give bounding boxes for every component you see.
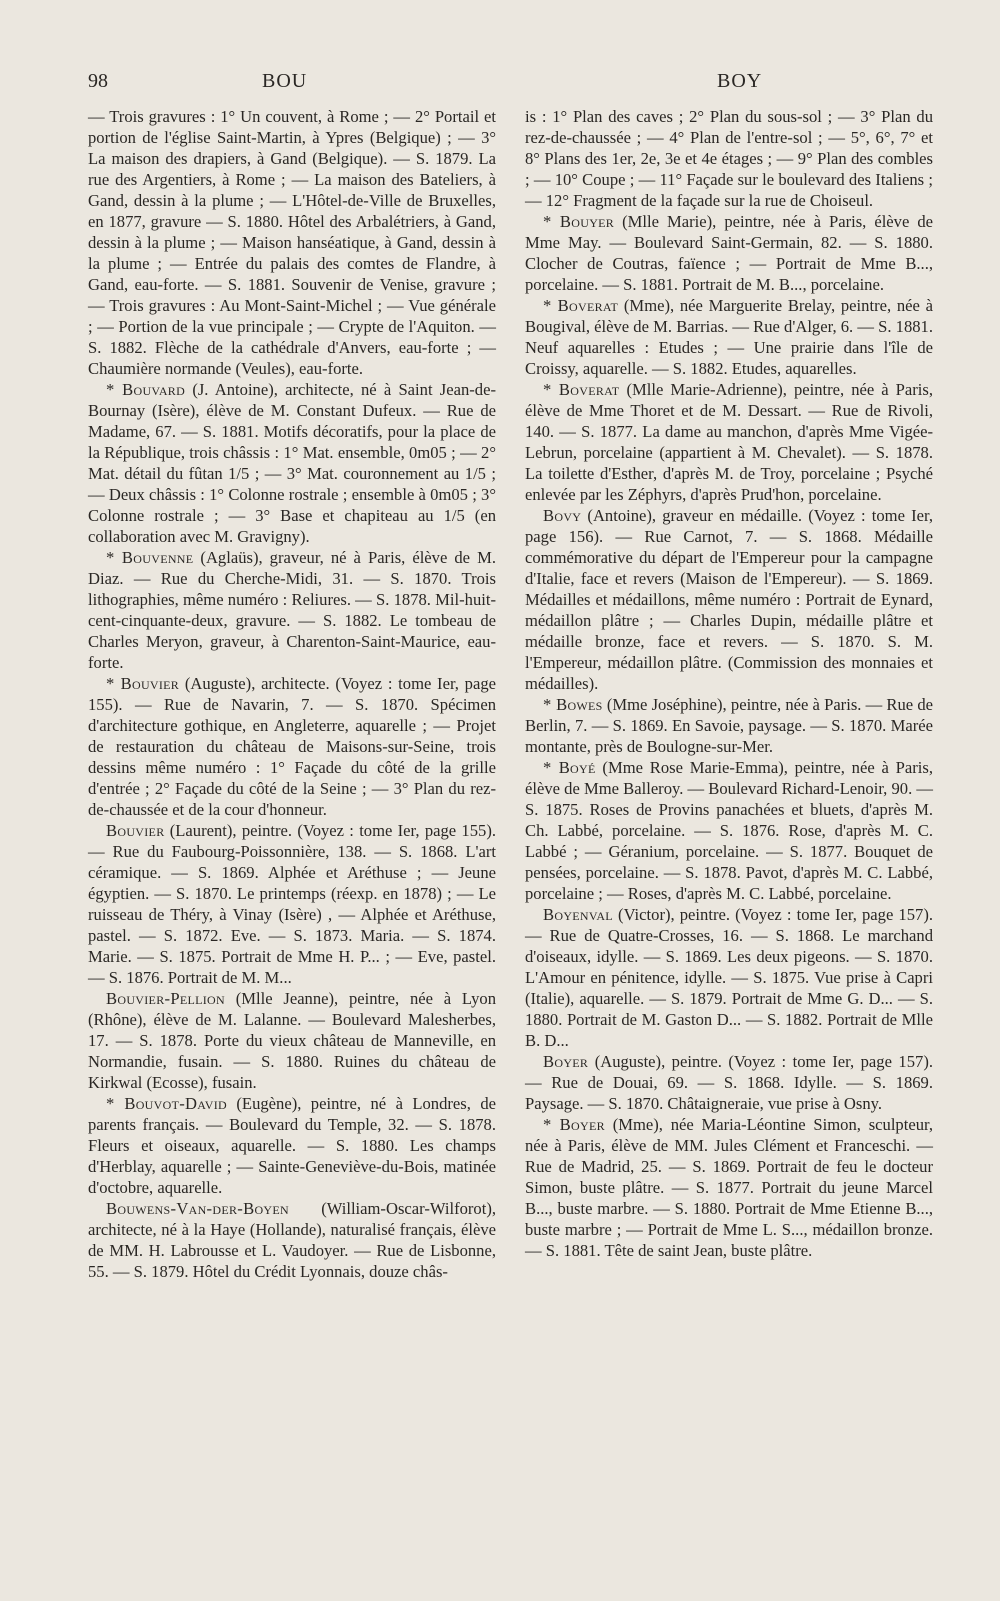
running-head-left: BOU <box>262 70 308 92</box>
dictionary-entry <box>88 988 496 1093</box>
entry-name: * Bouvier <box>106 674 180 693</box>
dictionary-entry <box>88 106 496 379</box>
page-number: 98 <box>88 70 108 92</box>
dictionary-entry <box>525 904 933 1051</box>
dictionary-entry <box>88 1093 496 1198</box>
entry-name: * Bouvenne <box>106 548 194 567</box>
entry-text: (Mme), née Marguerite Brelay, peintre, née à Bougival, élève de M. Barrias. — Rue d'Alger, 6. — S. 1881. Neuf aquarelles : Etudes ; — Une prairie dans l'île de Croissy, aquarelle. — S. 1882. Etudes, aquarelles. <box>525 296 934 378</box>
entry-text: (Aglaüs), graveur, né à Paris, élève de M. Diaz. — Rue du Cherche-Midi, 31. — S. 1870. Trois lithographies, même numéro : Reliures. — S. 1878. Mil-huit-cent-cinquante-deux, gravure. — S. 1882. Le tombeau de Charles Meryon, graveur, à Charenton-Saint-Maurice, eau-forte. <box>88 548 496 672</box>
entry-text: is : 1° Plan des caves ; 2° Plan du sous-sol ; — 3° Plan du rez-de-chaussée ; — 4° Plan de l'entre-sol ; — 5°, 6°, 7° et 8° Plans des 1er, 2e, 3e et 4e étages ; — 9° Plan des combles ; — 10° Coupe ; — 11° Façade sur le boulevard des Italiens ; — 12° Fragment de la façade sur la rue de Choiseul. <box>525 107 933 210</box>
dictionary-entry <box>88 820 496 988</box>
dictionary-entry <box>88 1198 496 1282</box>
entry-name: * Boyer <box>543 1115 605 1134</box>
entry-name: * Bouyer <box>543 212 615 231</box>
entry-name: Bouwens-Van-der-Boyen <box>106 1199 289 1218</box>
dictionary-entry <box>525 1114 933 1261</box>
entry-name: * Boyé <box>543 758 596 777</box>
entry-name: Boyenval <box>543 905 613 924</box>
entry-text: (Mlle Marie), peintre, née à Paris, élève de Mme May. — Boulevard Saint-Germain, 82. — S. 1880. Clocher de Coutras, faïence ; — Portrait de Mme B..., porcelaine. — S. 1881. Portrait de M. B..., porcelaine. <box>525 212 934 294</box>
entry-text: (Mme), née Maria-Léontine Simon, sculpteur, née à Paris, élève de MM. Jules Clément et Franceschi. — Rue de Madrid, 25. — S. 1869. Portrait de feu le docteur Simon, buste plâtre. — S. 1877. Portrait du jeune Marcel B..., buste marbre. — S. 1880. Portrait de Mme Etienne B..., buste marbre ; — Portrait de Mme L. S..., médaillon bronze. — S. 1881. Tête de saint Jean, buste plâtre. <box>525 1115 934 1260</box>
page-header <box>0 70 1000 100</box>
entry-text: (Mlle Marie-Adrienne), peintre, née à Paris, élève de Mme Thoret et de M. Dessart. — Rue de Rivoli, 140. — S. 1877. La dame au manchon, d'après Mme Vigée-Lebrun, porcelaine (appartient à M. Chevalet). — S. 1878. La toilette d'Esther, d'après M. de Troy, porcelaine ; Psyché enlevée par les Zéphyrs, d'après Prud'hon, porcelaine. <box>525 380 934 504</box>
entry-name: Bouvier-Pellion <box>106 989 225 1008</box>
running-head-right: BOY <box>717 70 763 92</box>
dictionary-entry <box>525 505 933 694</box>
entry-text: (Mme Rose Marie-Emma), peintre, née à Paris, élève de Mme Balleroy. — Boulevard Richard-Lenoir, 90. — S. 1875. Roses de Provins panachées et bluets, d'après M. Ch. Labbé, porcelaine. — S. 1876. Rose, d'après M. C. Labbé ; — Géranium, porcelaine. — S. 1877. Bouquet de pensées, porcelaine. — S. 1878. Pavot, d'après M. C. Labbé, porcelaine ; — Roses, d'après M. C. Labbé, porcelaine. <box>525 758 933 903</box>
dictionary-entry <box>525 211 933 295</box>
dictionary-entry <box>525 694 933 757</box>
entry-name: * Boverat <box>543 296 619 315</box>
entry-name: * Bowes <box>543 695 603 714</box>
entry-text: (William-Oscar-Wilforot), architecte, né à la Haye (Hollande), naturalisé français, élève de MM. H. Labrousse et L. Vaudoyer. — Rue de Lisbonne, 55. — S. 1879. Hôtel du Crédit Lyonnais, douze châs- <box>88 1199 496 1281</box>
entry-name: Boyer <box>543 1052 589 1071</box>
right-column <box>525 106 933 1261</box>
entry-text: (Auguste), peintre. (Voyez : tome Ier, page 157). — Rue de Douai, 69. — S. 1868. Idylle. — S. 1869. Paysage. — S. 1870. Châtaigneraie, vue prise à Osny. <box>525 1052 933 1113</box>
entry-text: (Mlle Jeanne), peintre, née à Lyon (Rhône), élève de M. Lalanne. — Boulevard Malesherbes, 17. — S. 1878. Porte du vieux château de Manneville, en Normandie, fusain. — S. 1880. Ruines du château de Kirkwal (Ecosse), fusain. <box>88 989 496 1092</box>
dictionary-entry <box>525 757 933 904</box>
entry-name: * Bouvot-David <box>106 1094 227 1113</box>
entry-text: (Antoine), graveur en médaille. (Voyez : tome Ier, page 156). — Rue Carnot, 7. — S. 1868. Médaille commémorative du départ de l'Empereur pour la campagne d'Italie, face et revers (Maison de l'Empereur). — S. 1869. Médailles et médaillons, même numéro : Portrait de Eynard, médaillon plâtre ; — Charles Dupin, médaille plâtre et médaille bronze, face et revers. — S. 1870. S. M. l'Empereur, médaillon plâtre. (Commission des monnaies et médailles). <box>525 506 933 693</box>
dictionary-entry <box>88 547 496 673</box>
entry-name: * Bouvard <box>106 380 186 399</box>
entry-text: (Eugène), peintre, né à Londres, de parents français. — Boulevard du Temple, 32. — S. 1878. Fleurs et oiseaux, aquarelle. — S. 1880. Les champs d'Herblay, aquarelle ; — Sainte-Geneviève-du-Bois, matinée d'octobre, aquarelle. <box>88 1094 497 1197</box>
entry-text: (Mme Joséphine), peintre, née à Paris. — Rue de Berlin, 7. — S. 1869. En Savoie, paysage. — S. 1870. Marée montante, près de Boulogne-sur-Mer. <box>525 695 933 756</box>
dictionary-entry <box>88 379 496 547</box>
entry-text: (Victor), peintre. (Voyez : tome Ier, page 157). — Rue de Quatre-Crosses, 16. — S. 1868. Le marchand d'oiseaux, idylle. — S. 1869. Les deux pigeons. — S. 1870. L'Amour en pénitence, idylle. — S. 1875. Vue prise à Capri (Italie), aquarelle. — S. 1879. Portrait de Mme G. D... — S. 1880. Portrait de M. Gaston D... — S. 1882. Portrait de Mlle B. D... <box>525 905 933 1050</box>
dictionary-entry <box>525 1051 933 1114</box>
entry-text: (J. Antoine), architecte, né à Saint Jean-de-Bournay (Isère), élève de M. Constant Dufeux. — Rue de Madame, 67. — S. 1881. Motifs décoratifs, pour la place de la République, trois châssis : 1° Mat. ensemble, 0m05 ; — 2° Mat. détail du fûtan 1/5 ; — 3° Mat. couronnement au 1/5 ; — Deux châssis : 1° Colonne rostrale ; ensemble à 0m05 ; 3° Colonne rostrale ; — 3° Base et chapiteau au 1/5 (en collaboration avec M. Gravigny). <box>88 380 496 546</box>
entry-text: (Auguste), architecte. (Voyez : tome Ier, page 155). — Rue de Navarin, 7. — S. 1870. Spécimen d'architecture gothique, en Angleterre, aquarelle ; — Projet de restauration du château de Maisons-sur-Seine, trois dessins même numéro : 1° Façade du côté de la grille d'entrée ; 2° Façade du côté de la Seine ; — 3° Plan du rez-de-chaussée et de la cour d'honneur. <box>88 674 496 819</box>
dictionary-entry <box>88 673 496 820</box>
dictionary-entry <box>525 106 933 211</box>
entry-name: Bovy <box>543 506 582 525</box>
dictionary-entry <box>525 379 933 505</box>
left-column <box>88 106 496 1282</box>
dictionary-entry <box>525 295 933 379</box>
entry-text: — Trois gravures : 1° Un couvent, à Rome ; — 2° Portail et portion de l'église Saint-Martin, à Ypres (Belgique) ; — 3° La maison des drapiers, à Gand (Belgique). — S. 1879. La rue des Argentiers, à Rome ; — La maison des Bateliers, à Gand, dessin à la plume ; — L'Hôtel-de-Ville de Bruxelles, en 1877, gravure — S. 1880. Hôtel des Arbalétriers, à Gand, dessin à la plume ; — Maison hanséatique, à Gand, dessin à la plume ; — Entrée du palais des comtes de Flandre, à Gand, eau-forte. — S. 1881. Souvenir de Venise, gravure ; — Trois gravures : Au Mont-Saint-Michel ; — Vue générale ; — Portion de la vue principale ; — Crypte de l'Aquiton. — S. 1882. Flèche de la cathédrale d'Anvers, eau-forte ; — Chaumière normande (Veules), eau-forte. <box>88 107 496 378</box>
entry-name: Bouvier <box>106 821 165 840</box>
entry-text: (Laurent), peintre. (Voyez : tome Ier, page 155). — Rue du Faubourg-Poissonnière, 138. — S. 1868. L'art céramique. — S. 1869. Alphée et Aréthuse ; — Jeune égyptien. — S. 1870. Le printemps (réexp. en 1878) ; — Le ruisseau de Théry, à Vinay (Isère) , — Alphée et Aréthuse, pastel. — S. 1872. Eve. — S. 1873. Maria. — S. 1874. Marie. — S. 1875. Portrait de Mme H. P... ; — Eve, pastel. — S. 1876. Portrait de M. M... <box>88 821 496 987</box>
entry-name: * Boverat <box>543 380 620 399</box>
